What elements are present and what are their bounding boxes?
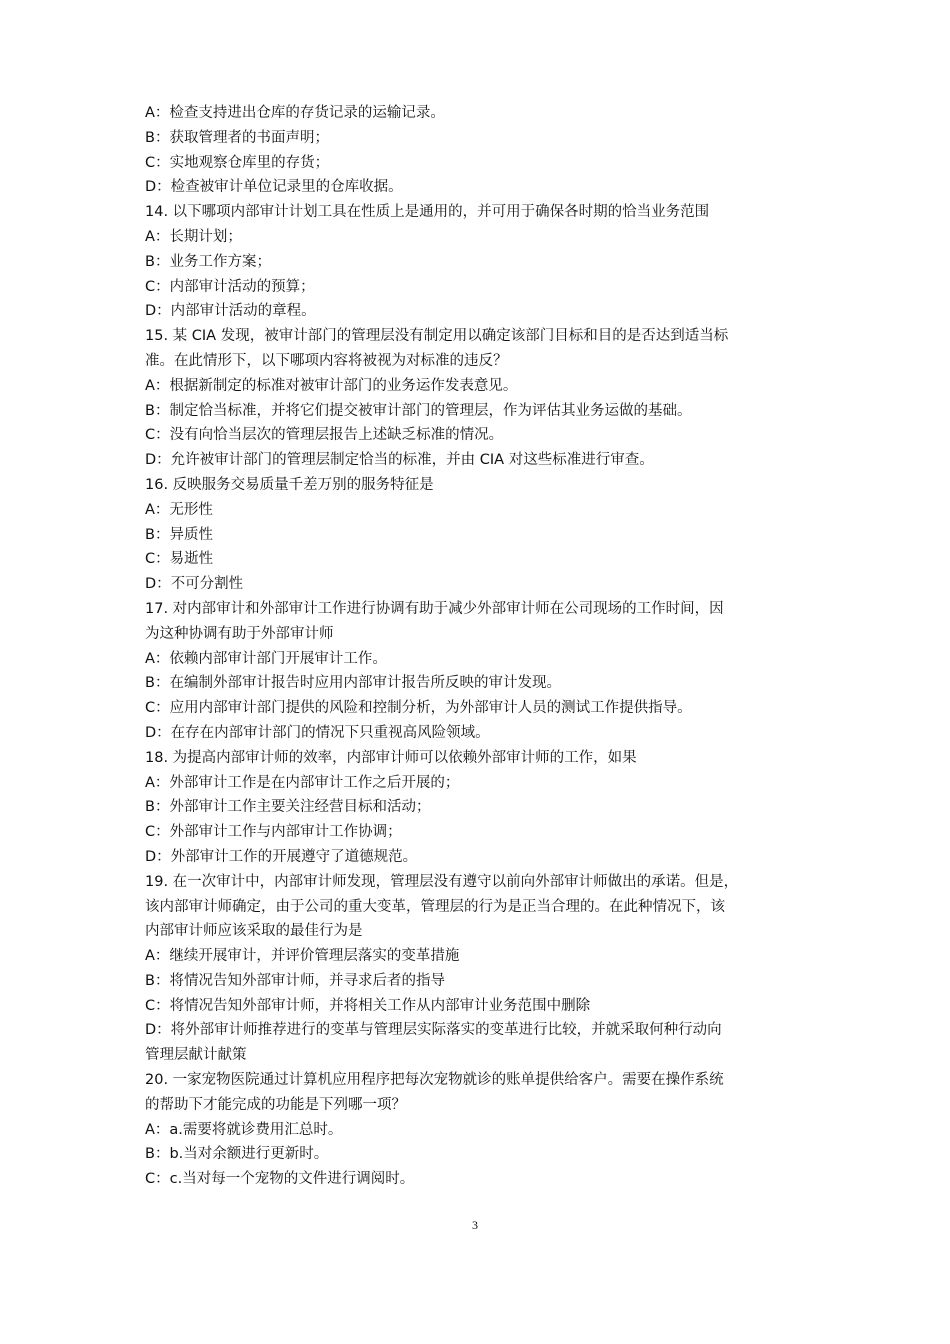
question-stem: 17. 对内部审计和外部审计工作进行协调有助于减少外部审计师在公司现场的工作时间，因: [145, 600, 724, 617]
page-number: 3: [472, 1218, 478, 1232]
question-stem: 为这种协调有助于外部审计师: [145, 625, 334, 642]
option-line: C：没有向恰当层次的管理层报告上述缺乏标准的情况。: [145, 427, 504, 444]
option-line: B：异质性: [145, 526, 213, 543]
option-line: D：将外部审计师推荐进行的变革与管理层实际落实的变革进行比较，并就采取何种行动向 管理层献计献策: [145, 1022, 722, 1064]
option-line: D：不可分割性: [145, 576, 244, 593]
option-line: A：继续开展审计，并评价管理层落实的变革措施: [145, 948, 460, 965]
option-line: C：c.当对每一个宠物的文件进行调阅时。: [145, 1171, 415, 1188]
option-line: A：外部审计工作是在内部审计工作之后开展的；: [145, 774, 460, 791]
option-line: B：在编制外部审计报告时应用内部审计报告所反映的审计发现。: [145, 675, 561, 692]
option-line: C：实地观察仓库里的存货；: [145, 154, 330, 171]
option-line: B：外部审计工作主要关注经营目标和活动；: [145, 799, 431, 816]
question-stem: 的帮助下才能完成的功能是下列哪一项？: [145, 1096, 406, 1113]
option-line: B：b.当对余额进行更新时。: [145, 1146, 329, 1163]
option-line: B：制定恰当标准，并将它们提交被审计部门的管理层，作为评估其业务运做的基础。: [145, 402, 692, 419]
question-stem: 内部审计师应该采取的最佳行为是: [145, 923, 363, 940]
option-line: A：依赖内部审计部门开展审计工作。: [145, 650, 387, 667]
option-line: D：检查被审计单位记录里的仓库收据。: [145, 179, 403, 196]
option-line: A：检查支持进出仓库的存货记录的运输记录。: [145, 105, 445, 121]
page-content: [145, 101, 825, 1192]
question-18: [145, 746, 825, 870]
question-stem: 18. 为提高内部审计师的效率，内部审计师可以依赖外部审计师的工作，如果: [145, 749, 637, 766]
option-line: C：易逝性: [145, 551, 214, 568]
option-line: C：应用内部审计部门提供的风险和控制分析，为外部审计人员的测试工作提供指导。: [145, 700, 692, 717]
option-line: B：将情况告知外部审计师，并寻求后者的指导: [145, 972, 445, 989]
question-stem: 该内部审计师确定，由于公司的重大变革，管理层的行为是正当合理的。在此种情况下，该: [145, 898, 725, 915]
option-line: D：在存在内部审计部门的情况下只重视高风险领域。: [145, 724, 490, 741]
question-19: [145, 870, 825, 1068]
option-line: B：获取管理者的书面声明；: [145, 129, 329, 146]
question-15: [145, 324, 825, 473]
question-stem: 准。在此情形下，以下哪项内容将被视为对标准的违反？: [145, 352, 508, 369]
option-line: D：外部审计工作的开展遵守了道德规范。: [145, 848, 418, 865]
question-20: [145, 1068, 825, 1192]
option-line: C：将情况告知外部审计师，并将相关工作从内部审计业务范围中删除: [145, 997, 591, 1014]
option-line: D：内部审计活动的章程。: [145, 303, 316, 320]
option-line: A：根据新制定的标准对被审计部门的业务运作发表意见。: [145, 377, 518, 394]
option-line: A：无形性: [145, 501, 213, 518]
option-line: C：内部审计活动的预算；: [145, 278, 315, 295]
question-17: [145, 597, 825, 746]
question-14: [145, 200, 825, 324]
question-stem: 14. 以下哪项内部审计计划工具在性质上是通用的，并可用于确保各时期的恰当业务范围: [145, 204, 710, 221]
question-stem: 20. 一家宠物医院通过计算机应用程序把每次宠物就诊的账单提供给客户。需要在操作系统: [145, 1072, 724, 1089]
question-stem: 15. 某 CIA 发现，被审计部门的管理层没有制定用以确定该部门目标和目的是否达到适当标: [145, 328, 729, 345]
question-stem: 16. 反映服务交易质量千差万别的服务特征是: [145, 476, 434, 493]
question-stem: 19. 在一次审计中，内部审计师发现，管理层没有遵守以前向外部审计师做出的承诺。但是，: [145, 873, 739, 890]
prev-question-options: [145, 101, 825, 200]
question-16: [145, 473, 825, 597]
option-line: A：长期计划；: [145, 228, 242, 245]
option-line: B：业务工作方案；: [145, 253, 271, 270]
option-line: C：外部审计工作与内部审计工作协调；: [145, 824, 402, 841]
option-line: A：a.需要将就诊费用汇总时。: [145, 1121, 343, 1138]
option-line: D：允许被审计部门的管理层制定恰当的标准，并由 CIA 对这些标准进行审查。: [145, 452, 654, 469]
